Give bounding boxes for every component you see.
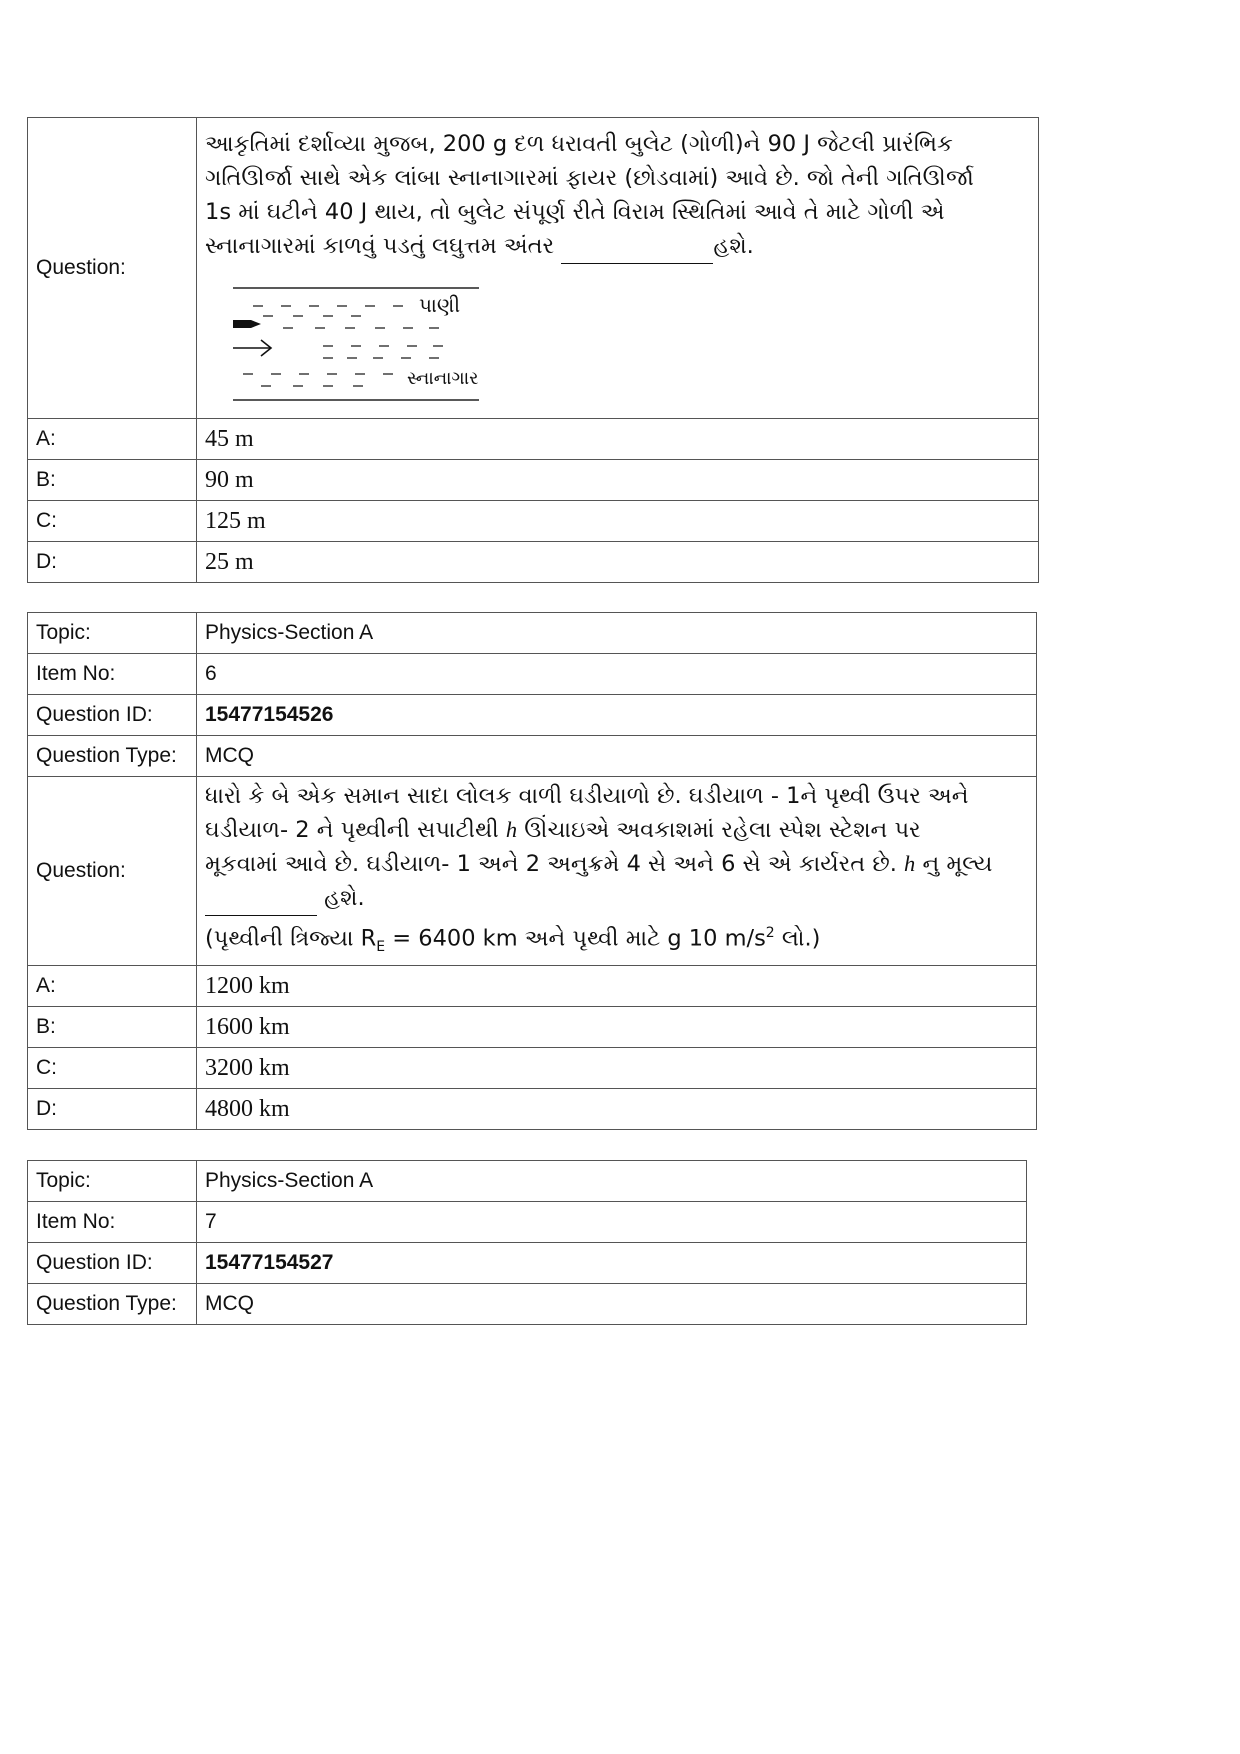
item-no-value: 7 <box>197 1202 1027 1243</box>
question-6-line-1: ધારો કે બે એક સમાન સાદા લોલક વાળી ઘડીયાળો છે. ઘડીયાળ - 1ને પૃથ્વી ઉપર અને <box>205 782 969 809</box>
item-no-label: Item No: <box>28 654 197 695</box>
option-a: 1200 km <box>197 966 1037 1007</box>
topic-label: Topic: <box>28 613 197 654</box>
option-b: 1600 km <box>197 1007 1037 1048</box>
option-c: 125 m <box>197 501 1039 542</box>
water-label: પાણી <box>419 292 461 317</box>
question-id-label: Question ID: <box>28 695 197 736</box>
option-b-label: B: <box>28 460 197 501</box>
option-b-label: B: <box>28 1007 197 1048</box>
question-type-value: MCQ <box>197 736 1037 777</box>
question-7-table <box>27 1160 1027 1325</box>
question-6-text <box>197 777 1037 966</box>
pool-label: સ્નાનાગાર <box>407 367 479 389</box>
option-a: 45 m <box>197 419 1039 460</box>
option-c: 3200 km <box>197 1048 1037 1089</box>
question-5-text <box>197 118 1039 419</box>
question-5-line-4: સ્નાનાગારમાં કાળવું પડતું લઘુત્તમ અંતર હશે. <box>205 229 1030 264</box>
question-id-label: Question ID: <box>28 1243 197 1284</box>
option-d: 4800 km <box>197 1089 1037 1130</box>
answer-blank <box>205 881 317 916</box>
question-6-line-5: (પૃથ્વીની ત્રિજ્યા $R_E = 6400$ km અને પૃથ્વી માટે g 10 $m/s^2$ લો.) <box>205 924 821 955</box>
question-5-line-3: 1s માં ઘટીને 40 J થાય, તો બુલેટ સંપૂર્ણ રીતે વિરામ સ્થિતિમાં આવે તે માટે ગોળી એ <box>205 198 945 225</box>
swimming-pool-diagram <box>223 284 523 404</box>
option-a-label: A: <box>28 966 197 1007</box>
answer-blank <box>561 229 713 264</box>
question-id-value: 15477154526 <box>197 695 1037 736</box>
question-id-value: 15477154527 <box>197 1243 1027 1284</box>
question-label: Question: <box>28 777 197 966</box>
question-type-label: Question Type: <box>28 1284 197 1325</box>
arrow-icon <box>233 340 271 356</box>
topic-value: Physics-Section A <box>197 613 1037 654</box>
topic-label: Topic: <box>28 1161 197 1202</box>
option-d-label: D: <box>28 1089 197 1130</box>
option-c-label: C: <box>28 1048 197 1089</box>
item-no-value: 6 <box>197 654 1037 695</box>
question-6-line-4: હશે. <box>205 881 1028 916</box>
question-6-line-3: મૂકવામાં આવે છે. ઘડીયાળ- 1 અને 2 અનુક્રમે 4 સે અને 6 સે એ કાર્યરત છે. h નુ મૂલ્ય <box>205 850 993 877</box>
question-6-table <box>27 612 1037 1130</box>
question-5-table <box>27 117 1039 583</box>
option-c-label: C: <box>28 501 197 542</box>
option-a-label: A: <box>28 419 197 460</box>
option-b: 90 m <box>197 460 1039 501</box>
question-type-value: MCQ <box>197 1284 1027 1325</box>
topic-value: Physics-Section A <box>197 1161 1027 1202</box>
question-6-line-2: ઘડીયાળ- 2 ને પૃથ્વીની સપાટીથી h ઊંચાઇએ અવકાશમાં રહેલા સ્પેશ સ્ટેશન પર <box>205 816 921 843</box>
question-label: Question: <box>28 118 197 419</box>
question-type-label: Question Type: <box>28 736 197 777</box>
bullet-icon <box>233 320 261 328</box>
option-d: 25 m <box>197 542 1039 583</box>
item-no-label: Item No: <box>28 1202 197 1243</box>
question-5-line-2: ગતિઊર્જા સાથે એક લાંબા સ્નાનાગારમાં ફાયર (છોડવામાં) આવે છે. જો તેની ગતિઊર્જા <box>205 164 974 191</box>
option-d-label: D: <box>28 542 197 583</box>
question-5-line-1: આકૃતિમાં દર્શાવ્યા મુજબ, 200 g દળ ધરાવતી બુલેટ (ગોળી)ને 90 J જેટલી પ્રારંભિક <box>205 130 953 157</box>
